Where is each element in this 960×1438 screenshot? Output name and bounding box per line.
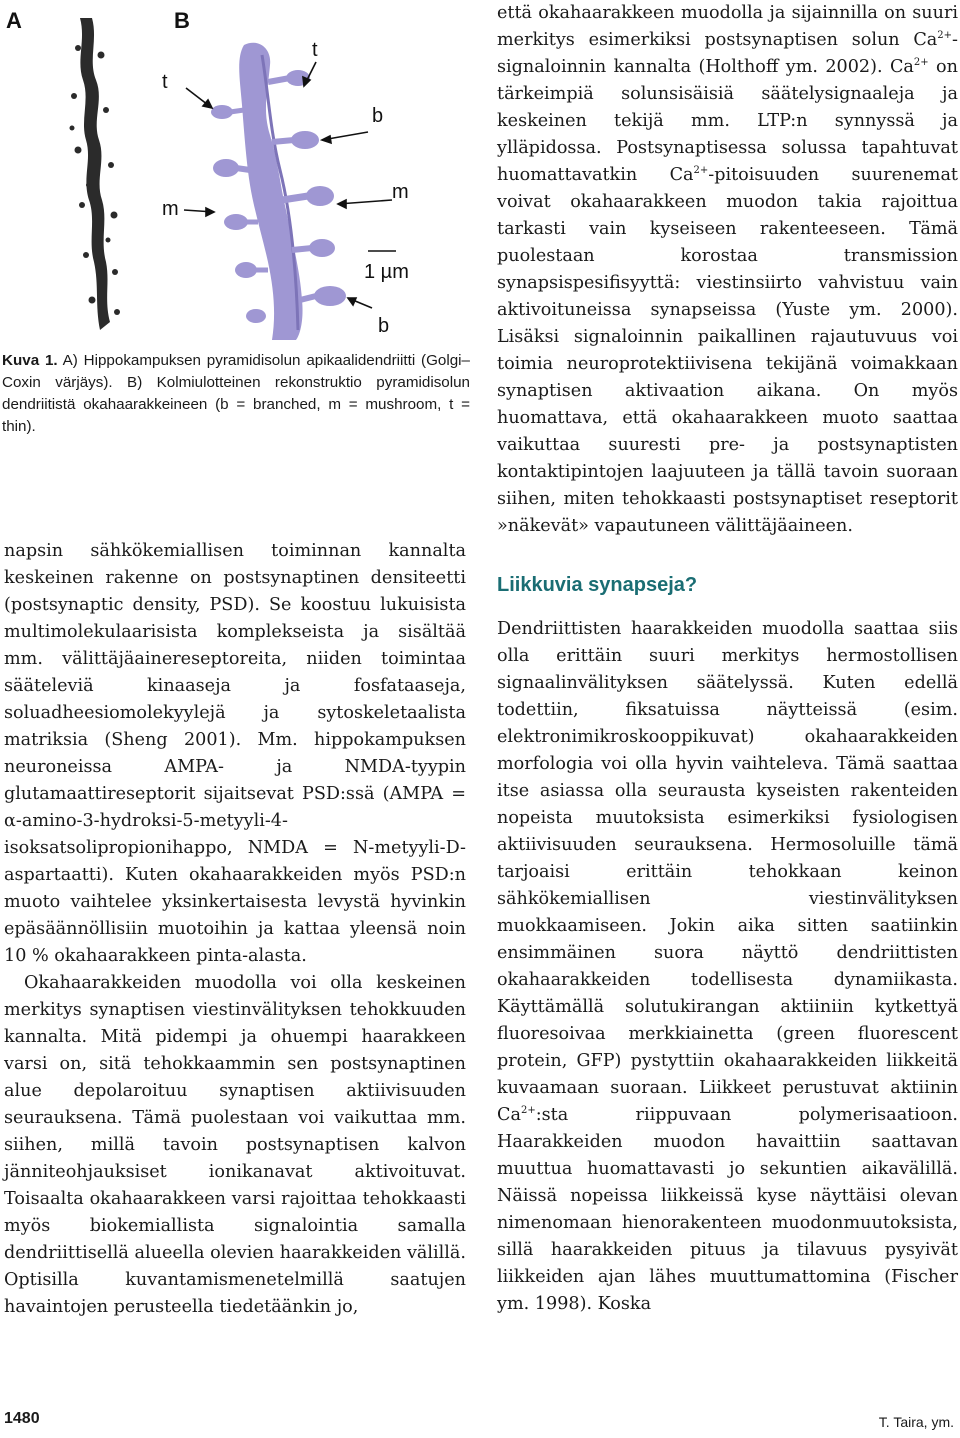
figure-caption (2, 350, 470, 438)
page-number: 1480 (4, 1410, 40, 1427)
figure-1-graphic (0, 0, 470, 345)
label-b-top: b (372, 105, 384, 127)
right-column (497, 0, 958, 1318)
right-p1-text-a: että okahaarakkeen muodolla ja sijainnilla on suuri merkitys esimerkiksi postsynaptisen solun Ca (497, 3, 958, 50)
right-p1-text-b: -signaloinnin kannalta (Holthoff ym. 2002). Ca (497, 30, 958, 77)
panel-b-label: B (174, 8, 190, 33)
superscript-charge: 2+ (937, 30, 953, 42)
right-p2-text-a: Dendriittisten haarakkeiden muodolla saattaa siis olla erittäin suuri merkitys hermostollisen signaalinvälityksen säätelyssä. Kuten edellä todettiin, fiksatuissa näytteissä (esim. elektronimikroskooppikuvat) okahaarakkeiden morfologia voi olla hyvin vaihteleva. Tämä saattaa itse asiassa olla seurausta kyseisten rakenteiden nopeista muutoksista esimerkiksi fysiologisen aktiivisuuden seurauksena. Hermosoluille tämä tarjoaisi erittäin tehokkaan keinon sähkökemiallisen viestinvälityksen muokkaamiseen. Jokin aika sitten saatiinkin ensimmäinen suora näyttö dendriittisten okahaarakkeiden todellisesta dynamiikasta. Käyttämällä solutukirangan aktiiniin kytkettyä fluoresoivaa merkkiainetta (green fluorescent protein, GFP) pystyttiin okahaarakkeiden liikkeitä kuvaamaan suoraan. Liikkeet perustuvat aktiinin Ca (497, 619, 958, 1125)
right-paragraph-2 (497, 616, 958, 1318)
superscript-charge: 2+ (520, 1105, 536, 1117)
label-t-right: t (312, 39, 318, 61)
scale-bar-label: 1 µm (364, 261, 409, 283)
right-p1-text-d: -pitoisuuden suurenemat voivat okahaarakkeen muodon takia rajoittua tarkasti vain kyseiseen rakenteeseen. Tämä puolestaan korostaa transmission synapsispesifisyyttä: viestinsiirto vahvistuu vain aktivoituneissa synapseissa (Yuste ym. 2000). Lisäksi signaloinnin paikallinen rajautuvuus voi toimia neuroprotektiivisena tekijänä voimakkaan synaptisen aktivaation aikana. On myös huomattava, että okahaarakkeen muoto saattaa vaikuttaa suuresti pre- ja postsynaptisten kontaktipintojen laajuuteen ja tällä tavoin suoraan siihen, miten tehokkaasti postsynaptiset reseptorit »näkevät» vapautuneen välittäjäaineen. (497, 165, 958, 536)
caption-text: A) Hippokampuksen pyramidisolun apikaalidendriitti (Golgi–Coxin värjäys). B) Kolmiulotteinen rekonstruktio pyramidisolun dendriitistä okahaarakkeineen (b = branched, m = mushroom, t = thin). (2, 352, 471, 435)
right-p2-text-b: :sta riippuvaan polymerisaatioon. Haarakkeiden muodon havaittiin saattavan muuttua huomattavasti jo sekuntien aikavälillä. Näissä nopeissa liikkeissä kyse näyttäisi olevan nimenomaan hienorakenteen muodonmuutoksista, sillä haarakkeiden pituus ja tilavuus pysyivät liikkeiden ajan lähes muuttumattomina (Fischer ym. 1998). Koska (497, 1105, 958, 1314)
right-paragraph-1 (497, 0, 958, 540)
label-m-right: m (392, 181, 409, 203)
left-column (4, 538, 466, 1321)
section-heading: Liikkuvia synapseja? (497, 574, 698, 596)
left-paragraph-2: Okahaarakkeiden muodolla voi olla keskeinen merkitys synaptisen viestinvälityksen tehokkuuden kannalta. Mitä pidempi ja ohuempi haarakkeen varsi on, sitä tehokkaammin sen postsynaptinen alue depolaroituu synaptisen aktiivisuuden seurauksena. Tämä puolestaan voi vaikuttaa mm. siihen, millä tavoin postsynaptisen kalvon jänniteohjauksiset ionikanavat aktivoituvat. Toisaalta okahaarakkeen varsi rajoittaa tehokkaasti myös biokemiallista signalointia samalla dendriittisellä alueella olevien haarakkeiden välillä. Optisilla kuvantamismenetelmillä saatujen havaintojen perusteella tiedetäänkin jo, (4, 973, 466, 1317)
right-p1-text-c: on tärkeimpiä solunsisäisiä säätelysignaaleja ja keskeinen tekijä mm. LTP:n synnyssä ja ylläpidossa. Postsynaptisessa solussa tapahtuvat huomattavatkin Ca (497, 57, 958, 185)
label-t-left: t (162, 71, 168, 93)
left-paragraph-1: napsin sähkökemiallisen toiminnan kannalta keskeinen rakenne on postsynaptinen densiteetti (postsynaptic density, PSD). Se koostuu lukuisista multimolekulaarisista komplekseista ja sisältää mm. välittäjäainereseptoreita, niiden toimintaa sääteleviä kinaaseja ja fosfataaseja, soluadheesiomolekyylejä ja sytoskeletaalista matriksia (Sheng 2001). Mm. hippokampuksen neuroneissa AMPA- ja NMDA-tyypin glutamaattireseptorit sijaitsevat PSD:ssä (AMPA = α-amino-3-hydroksi-5-metyyli-4-isoksatsolipropionihappo, NMDA = N-metyyli-D-aspartaatti). Kuten okahaarakkeiden myös PSD:n muoto vaihtelee yksinkertaisesta levystä hyvinkin epäsäännöllisiin muotoihin ja kattaa yleensä noin 10 % okahaarakkeen pinta-alasta. (4, 541, 466, 966)
caption-label: Kuva 1. (2, 352, 58, 369)
superscript-charge: 2+ (693, 165, 709, 177)
label-b-bottom: b (378, 315, 390, 337)
superscript-charge: 2+ (913, 57, 929, 69)
reconstructed-dendrite (211, 43, 346, 340)
footer-author: T. Taira, ym. (878, 1414, 954, 1430)
label-m-left: m (162, 198, 179, 220)
figure-1 (0, 0, 470, 345)
panel-a-label: A (6, 8, 22, 33)
